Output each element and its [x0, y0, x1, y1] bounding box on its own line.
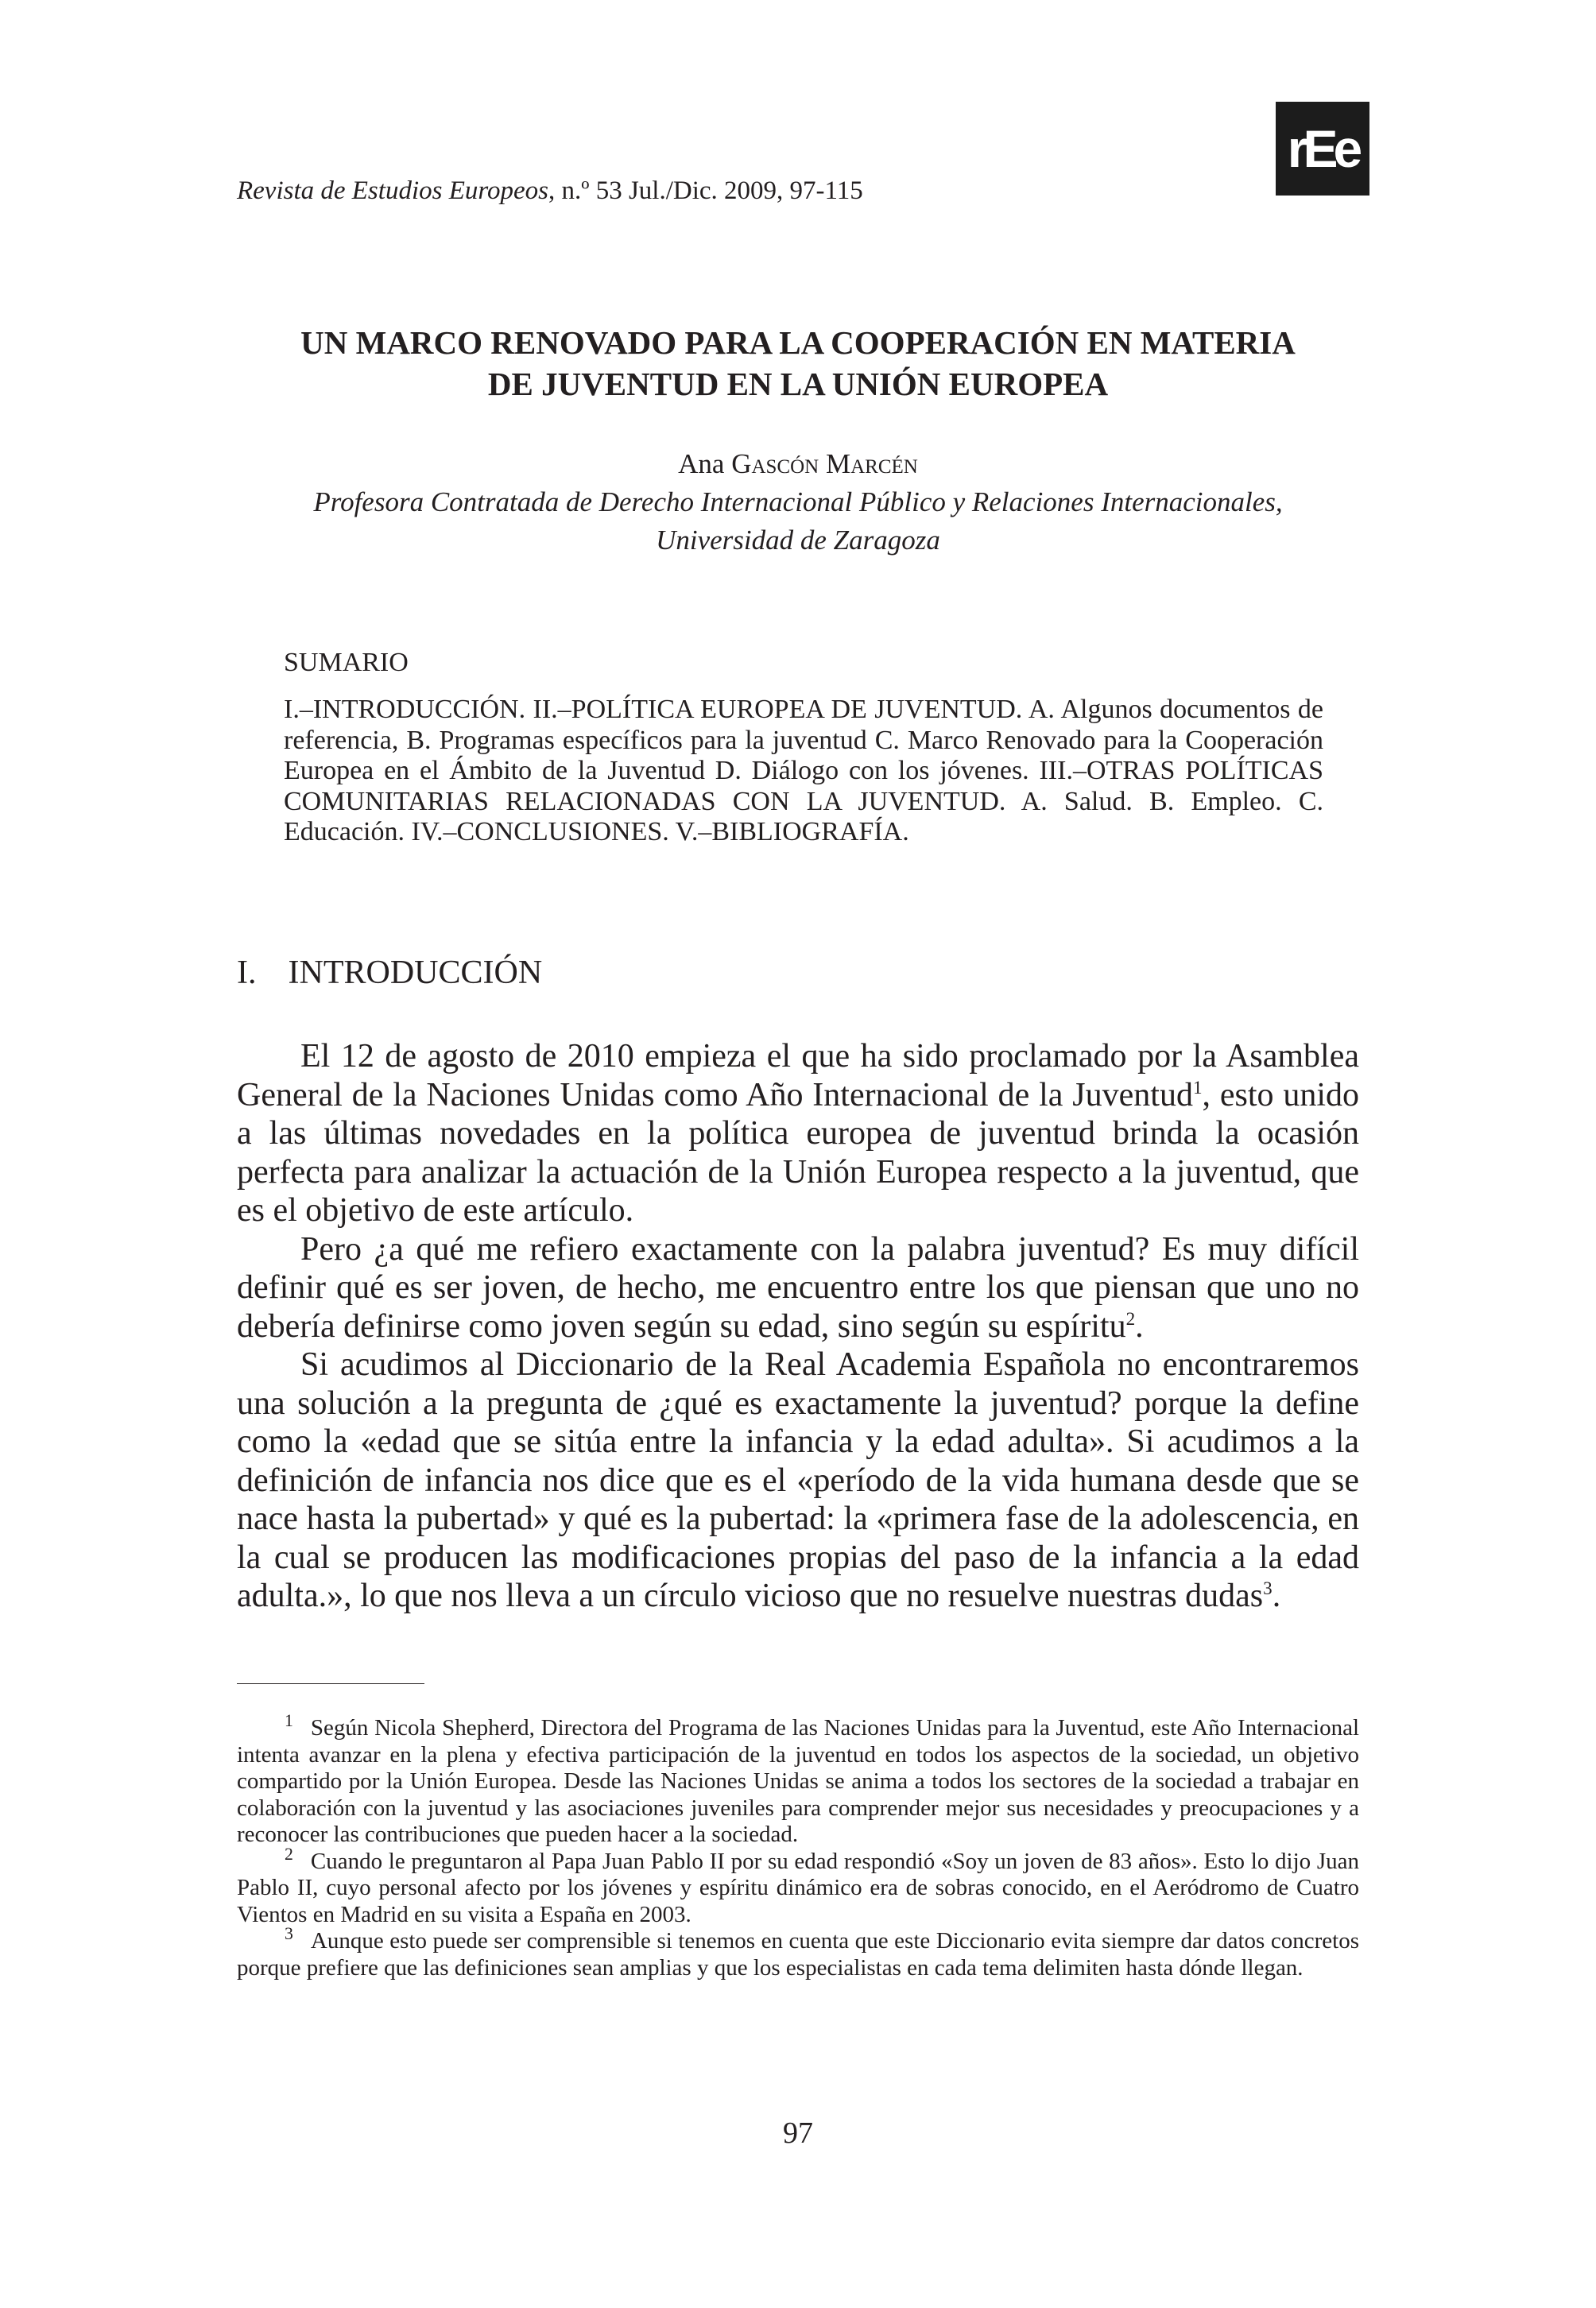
running-header	[237, 176, 863, 206]
footnote-ref-2: 2	[1125, 1307, 1136, 1329]
paragraph-1	[237, 1037, 1359, 1230]
paragraph-3-text: Si acudimos al Diccionario de la Real Academia Española no encontraremos una solución a la pregunta de ¿qué es exactamente la juventud? porque la define como la «edad que se sitúa entre la infancia y la edad adulta». Si acudimos a la definición de infancia nos dice que es el «período de la vida humana desde que se nace hasta la pubertad» y qué es la pubertad: la «primera fase de la adolescencia, en la cual se producen las modificaciones propias del paso de la infancia a la edad adulta.», lo que nos lleva a un círculo vicioso que no resuelve nuestras dudas	[237, 1346, 1359, 1614]
paragraph-3	[237, 1346, 1359, 1616]
footnote	[237, 1711, 1359, 1849]
footnote-ref-1: 1	[1192, 1076, 1203, 1098]
footnote-text: Aunque esto puede ser comprensible si tenemos en cuenta que este Diccionario evita siempre dar datos concretos porque prefiere que las definiciones sean amplias y que los especialistas en cada tema delimiten hasta dónde llegan.	[237, 1928, 1359, 1981]
paragraph-1-text-cont: , esto unido a las últimas novedades en la política europea de juventud brinda la ocasión perfecta para analizar la actuación de la Unión Europea respecto a la juventud, que es el objetivo de este artículo.	[237, 1076, 1359, 1229]
author-surname: Gascón Marcén	[731, 448, 918, 479]
title-line-2: DE JUVENTUD EN LA UNIÓN EUROPEA	[487, 366, 1109, 402]
section-heading	[237, 954, 542, 992]
paragraph-2-text: Pero ¿a qué me refiero exactamente con la palabra juventud? Es muy difícil definir qué es ser joven, de hecho, me encuentro entre los que piensan que uno no debería definirse como joven según su edad, sino según su espíritu	[237, 1230, 1359, 1345]
journal-name: Revista de Estudios Europeos	[237, 176, 548, 205]
footnote-number: 1	[285, 1711, 293, 1731]
paragraph-2	[237, 1230, 1359, 1346]
section-number: I.	[237, 955, 257, 991]
journal-logo: rEe	[1276, 102, 1369, 196]
footnote-separator	[237, 1683, 424, 1684]
paragraph-3-text-cont: .	[1272, 1578, 1281, 1614]
author-given-name: Ana	[678, 448, 725, 479]
summary-heading: SUMARIO	[284, 648, 409, 677]
affiliation-line-2: Universidad de Zaragoza	[656, 525, 940, 556]
footnote	[237, 1924, 1359, 1981]
affiliation-line-1: Profesora Contratada de Derecho Internacional Público y Relaciones Internacionales,	[313, 486, 1283, 517]
footnote-number: 3	[285, 1924, 293, 1944]
page-number: 97	[783, 2116, 813, 2150]
footnotes	[237, 1711, 1359, 1981]
author-affiliation	[237, 483, 1359, 560]
issue-info: , n.º 53 Jul./Dic. 2009, 97-115	[548, 176, 863, 205]
article-title	[237, 322, 1359, 405]
footnote-text: Según Nicola Shepherd, Directora del Programa de las Naciones Unidas para la Juventud, este Año Internacional intenta avanzar en la plena y efectiva participación de la juventud en todos los aspectos de la sociedad, un objetivo compartido por la Unión Europea. Desde las Naciones Unidas se anima a todos los sectores de la sociedad a trabajar en colaboración con la juventud y las asociaciones juveniles para comprender mejor sus necesidades y preocupaciones y a reconocer las contribuciones que pueden hacer a la sociedad.	[237, 1715, 1359, 1847]
summary-text: I.–INTRODUCCIÓN. II.–POLÍTICA EUROPEA DE JUVENTUD. A. Algunos documentos de referencia, B. Programas específicos para la juventud C. Marco Renovado para la Cooperación Europea en el Ámbito de la Juventud D. Diálogo con los jóvenes. III.–OTRAS POLÍTICAS COMUNITARIAS RELACIONADAS CON LA JUVENTUD. A. Salud. B. Empleo. C. Educación. IV.–CONCLUSIONES. V.–BIBLIOGRAFÍA.	[284, 695, 1323, 846]
paragraph-2-text-cont: .	[1135, 1307, 1144, 1345]
footnote-text: Cuando le preguntaron al Papa Juan Pablo II por su edad respondió «Soy un joven de 83 años». Esto lo dijo Juan Pablo II, cuyo personal afecto por los jóvenes y espíritu dinámico era de sobras conocido, en el Aeródromo de Cuatro Vientos en Madrid en su visita a España en 2003.	[237, 1848, 1359, 1927]
footnote-ref-3: 3	[1263, 1578, 1273, 1598]
body-text	[237, 1037, 1359, 1616]
paragraph-1-text: El 12 de agosto de 2010 empieza el que ha sido proclamado por la Asamblea General de la Naciones Unidas como Año Internacional de la Juventud	[237, 1038, 1359, 1113]
title-line-1: UN MARCO RENOVADO PARA LA COOPERACIÓN EN MATERIA	[300, 324, 1296, 361]
footnote-number: 2	[285, 1844, 293, 1864]
section-title: INTRODUCCIÓN	[288, 955, 543, 991]
author-name	[237, 445, 1359, 483]
footnote	[237, 1844, 1359, 1929]
